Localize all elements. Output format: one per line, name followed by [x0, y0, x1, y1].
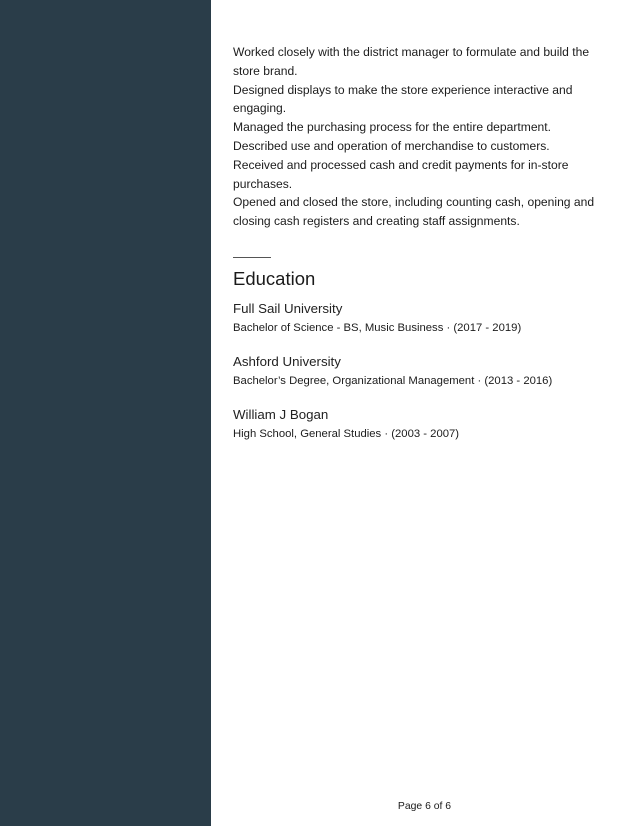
experience-bullet: Opened and closed the store, including counting cash, opening and closing cash registers and creating staff assignments. — [233, 195, 595, 229]
education-school: William J Bogan — [233, 406, 329, 422]
main-content — [233, 43, 618, 459]
section-divider — [233, 257, 271, 258]
experience-bullet: Managed the purchasing process for the entire department. — [233, 120, 551, 135]
education-heading: Education — [233, 267, 316, 289]
experience-bullet-list — [233, 43, 618, 231]
education-list — [233, 300, 618, 443]
education-school: Full Sail University — [233, 300, 343, 316]
experience-bullet: Received and processed cash and credit payments for in-store purchases. — [233, 157, 569, 191]
education-degree: High School, General Studies · (2003 - 2007) — [233, 427, 460, 440]
sidebar-panel — [0, 0, 211, 826]
page-number: Page 6 of 6 — [397, 801, 452, 812]
education-school: Ashford University — [233, 353, 341, 369]
experience-bullet: Worked closely with the district manager to formulate and build the store brand. — [233, 45, 590, 78]
education-degree: Bachelor’s Degree, Organizational Management · (2013 - 2016) — [233, 374, 553, 387]
education-entry — [233, 406, 618, 443]
education-entry — [233, 300, 618, 337]
education-degree: Bachelor of Science - BS, Music Business · (2017 - 2019) — [233, 321, 522, 334]
education-entry — [233, 353, 618, 390]
experience-bullet: Described use and operation of merchandise to customers. — [233, 138, 550, 153]
experience-bullet: Designed displays to make the store experience interactive and engaging. — [233, 82, 573, 116]
